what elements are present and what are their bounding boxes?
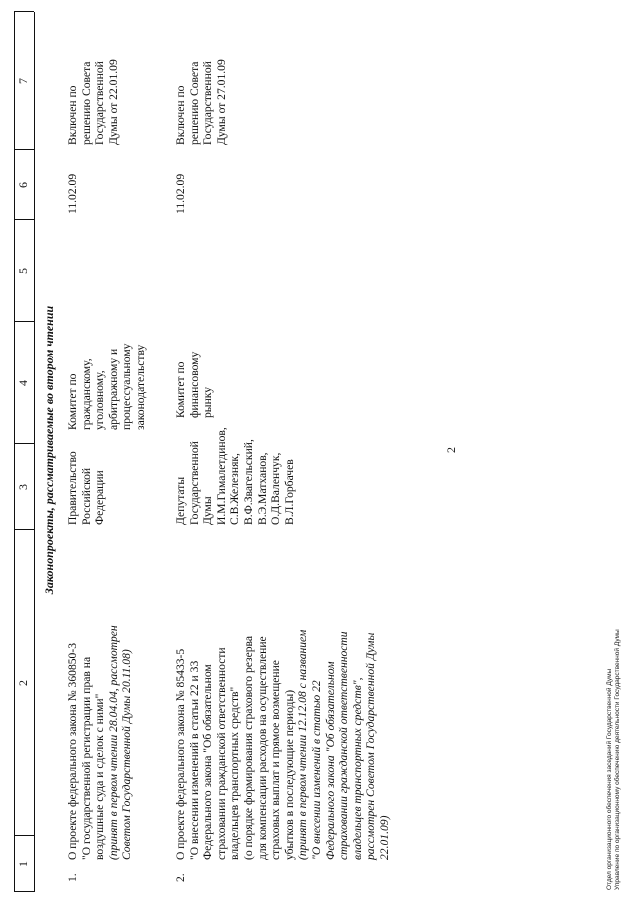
text-line: гражданскому,	[79, 358, 93, 430]
text-line: для компенсации расходов на осуществление	[255, 636, 269, 860]
row-2-number: 2.	[174, 873, 187, 882]
text-line: Комитет по	[66, 373, 79, 430]
text-line: "О государственной регистрации прав на	[79, 656, 93, 860]
text-line: законодательству	[133, 344, 147, 430]
text-line: решению Совета	[187, 61, 201, 145]
text-line: О проекте федерального закона № 360850-3	[66, 643, 79, 860]
column-number-6: 6	[16, 182, 30, 188]
text-line: Депутаты	[174, 476, 187, 525]
text-line: Государственной	[201, 61, 215, 145]
text-line: Правительство	[66, 451, 79, 525]
text-line: владельцев транспортных средств",	[350, 677, 364, 860]
row-2-committee	[174, 318, 215, 418]
section-title: Законопроекты, рассматриваемые во втором чтении	[42, 305, 56, 595]
footer-line: Отдел организационного обеспечения заседаний Государственной Думы	[606, 668, 613, 890]
text-line: "О внесении изменений в статью 22	[309, 680, 323, 860]
text-line: рассмотрен Советом Государственной Думы	[364, 632, 378, 860]
column-number-1: 1	[16, 861, 30, 867]
row-2-date: 11.02.09	[174, 173, 187, 214]
text-line: Государственной	[187, 441, 201, 525]
text-line: воздушные суда и сделок с ними"	[93, 693, 107, 860]
row-1-initiator	[66, 435, 107, 525]
text-line: "О внесении изменений в статьи 22 и 33	[187, 660, 201, 860]
text-line: Думы от 22.01.09	[106, 59, 120, 145]
column-number-5: 5	[16, 268, 30, 274]
text-line: Думы от 27.01.09	[214, 59, 228, 145]
column-number-4: 4	[16, 380, 30, 386]
column-number-7: 7	[16, 78, 30, 84]
row-1-status	[66, 15, 120, 145]
text-line: В.Л.Горбачев	[282, 459, 296, 525]
text-line: Включен по	[66, 85, 79, 145]
row-2-initiator	[174, 425, 296, 525]
text-line: Государственной	[93, 61, 107, 145]
text-line: страховании гражданской ответственности	[214, 647, 228, 860]
footer	[606, 629, 622, 890]
row-1-bill-title	[66, 550, 134, 860]
row-2-status	[174, 15, 228, 145]
text-line: Федерального закона "Об обязательном	[323, 661, 337, 860]
text-line: (о порядке формирования страхового резерва	[241, 635, 255, 860]
text-line: Российской	[79, 467, 93, 525]
row-2-bill-title	[174, 540, 392, 860]
column-number-2: 2	[16, 680, 30, 686]
text-line: 22.01.09)	[377, 815, 391, 860]
text-line: Включен по	[174, 85, 187, 145]
column-number-3: 3	[16, 484, 30, 490]
row-1-number: 1.	[66, 873, 79, 882]
row-1-date: 11.02.09	[66, 173, 79, 214]
text-line: страховании гражданской ответственности	[337, 631, 351, 860]
page-number: 2	[444, 447, 458, 453]
text-line: В.Э.Матханов,	[255, 452, 269, 525]
text-line: О проекте федерального закона № 85433-5	[174, 648, 187, 860]
text-line: процессуальному	[120, 343, 134, 430]
text-line: уголовному,	[93, 370, 107, 430]
table-top-border	[14, 12, 15, 892]
text-line: страховых выплат и прямое возмещение	[269, 660, 283, 860]
text-line: рынку	[201, 386, 215, 418]
text-line: (принят в первом чтении 12.12.08 с названием	[296, 629, 310, 860]
text-line: Думы	[201, 496, 215, 525]
text-line: финансовому	[187, 351, 201, 418]
row-1-committee	[66, 320, 148, 430]
text-line: арбитражному и	[106, 348, 120, 430]
text-line: (принят в первом чтении 28.04.04, рассмотрен	[106, 625, 120, 860]
text-line: С.В.Железняк,	[228, 453, 242, 525]
text-line: Федерального закона "Об обязательном	[201, 664, 215, 860]
text-line: И.М.Гималетдинов,	[214, 427, 228, 525]
text-line: убытков в последующие периоды)	[282, 689, 296, 860]
text-line: Комитет по	[174, 361, 187, 418]
text-line: О.Д.Валенчук,	[269, 452, 283, 525]
text-line: Федерации	[93, 470, 107, 525]
text-line: В.Ф.Звагельский,	[241, 439, 255, 525]
footer-line: Управление по организационному обеспечению деятельности Государственной Думы	[614, 629, 621, 890]
text-line: решению Совета	[79, 61, 93, 145]
text-line: владельцев транспортных средств"	[228, 686, 242, 860]
text-line: Советом Государственной Думы 20.11.08)	[120, 649, 134, 860]
